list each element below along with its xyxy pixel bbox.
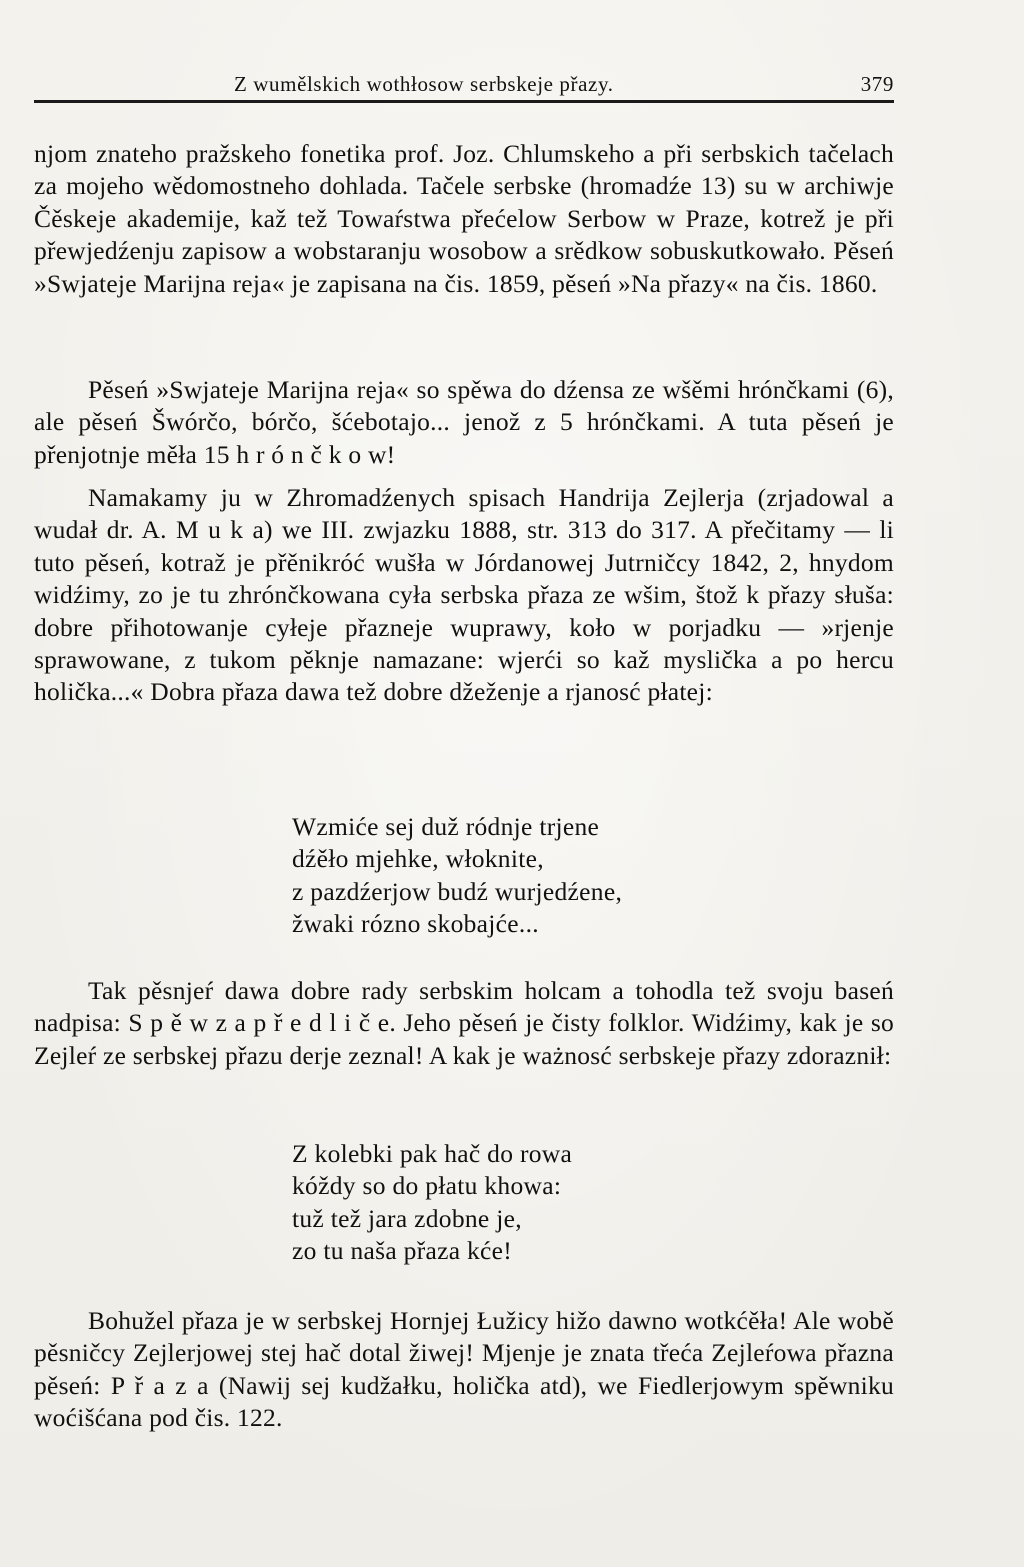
- verse-stanza-1: [292, 811, 892, 941]
- verse-stanza-2: [292, 1138, 892, 1268]
- paragraph-2: Pěseń »Swjateje Marijna reja« so spěwa do dźensa ze wšěmi hrónčkami (6), ale pěseń Šwórčo, bórčo, šćebotajo... jenož z 5 hrónčkami. A tuta pěseń je přenjotnje měła 15 h r ó n č k o w!: [34, 375, 894, 469]
- paragraph-5: Bohužel přaza je w serbskej Hornjej Łužicy hižo dawno wotkćěła! Ale wobě pěsničcy Zejlerjowej stej hač dotal žiwej! Mjenje je znata třeća Zejleŕowa přazna pěseń: P ř a z a (Nawij sej kudžałku, holička atd), we Fiedlerjowym spěwniku woćišćana pod čis. 122.: [34, 1306, 894, 1433]
- verse-line: tuž tež jara zdobne je,: [292, 1203, 522, 1233]
- running-title: Z wumělskich wothłosow serbskeje přazy.: [234, 72, 614, 96]
- verse-line: z pazdźerjow budź wurjedźene,: [292, 876, 623, 906]
- verse-line: Z kolebki pak hač do rowa: [292, 1139, 573, 1168]
- page-number: 379: [860, 72, 894, 96]
- paragraph-1: njom znateho pražskeho fonetika prof. Joz. Chlumskeho a při serbskich tačelach za mojeho wědomostneho dohlada. Tačele serbske (hromadźe 13) su w archiwje Čěskeje akademije, kaž tež Towaŕstwa přećelow Serbow w Praze, kotrež je při přewjedźenju zapisow a wobstaranju wosobow a srědkow sobuskutkowało. Pěseń »Swjateje Marijna reja« je zapisana na čis. 1859, pěseń »Na přazy« na čis. 1860.: [34, 139, 894, 298]
- verse-line: zo tu naša přaza kće!: [292, 1236, 513, 1266]
- verse-line: kóždy so do płatu khowa:: [292, 1171, 562, 1201]
- paragraph-3: Namakamy ju w Zhromadźenych spisach Handrija Zejlerja (zrjadowal a wudał dr. A. M u k a) we III. zwjazku 1888, str. 313 do 317. A přečitamy — li tuto pěseń, kotraž je přěnikróć wušła w Jórdanowej Jutrničcy 1842, 2, hnydom widźimy, zo je tu zhrónčkowana cyła serbska přaza ze wšim, štož k přazy słuša: dobre přihotowanje cyłeje přazneje wuprawy, koło w porjadku — »rjenje sprawowane, z tukom pěknje namazane: wjerći so kaž myslička a po hercu holička...« Dobra přaza dawa tež dobre džeženje a rjanosć płatej:: [34, 483, 894, 707]
- verse-line: žwaki rózno skobajće...: [292, 909, 539, 939]
- verse-line: Wzmiće sej duž ródnje trjene: [292, 812, 600, 841]
- verse-line: dźěło mjehke, włoknite,: [292, 844, 544, 874]
- header-rule: [34, 100, 894, 103]
- page-header: [34, 68, 894, 100]
- paragraph-4: Tak pěsnjeŕ dawa dobre rady serbskim holcam a tohodla tež svoju baseń nadpisa: S p ě w z a p ř e d l i č e. Jeho pěseń je čisty folklor. Widźimy, kak je so Zejleŕ ze serbskej přazu derje zeznal! A kak je ważnosć serbskeje přazy zdoraznił:: [34, 976, 894, 1070]
